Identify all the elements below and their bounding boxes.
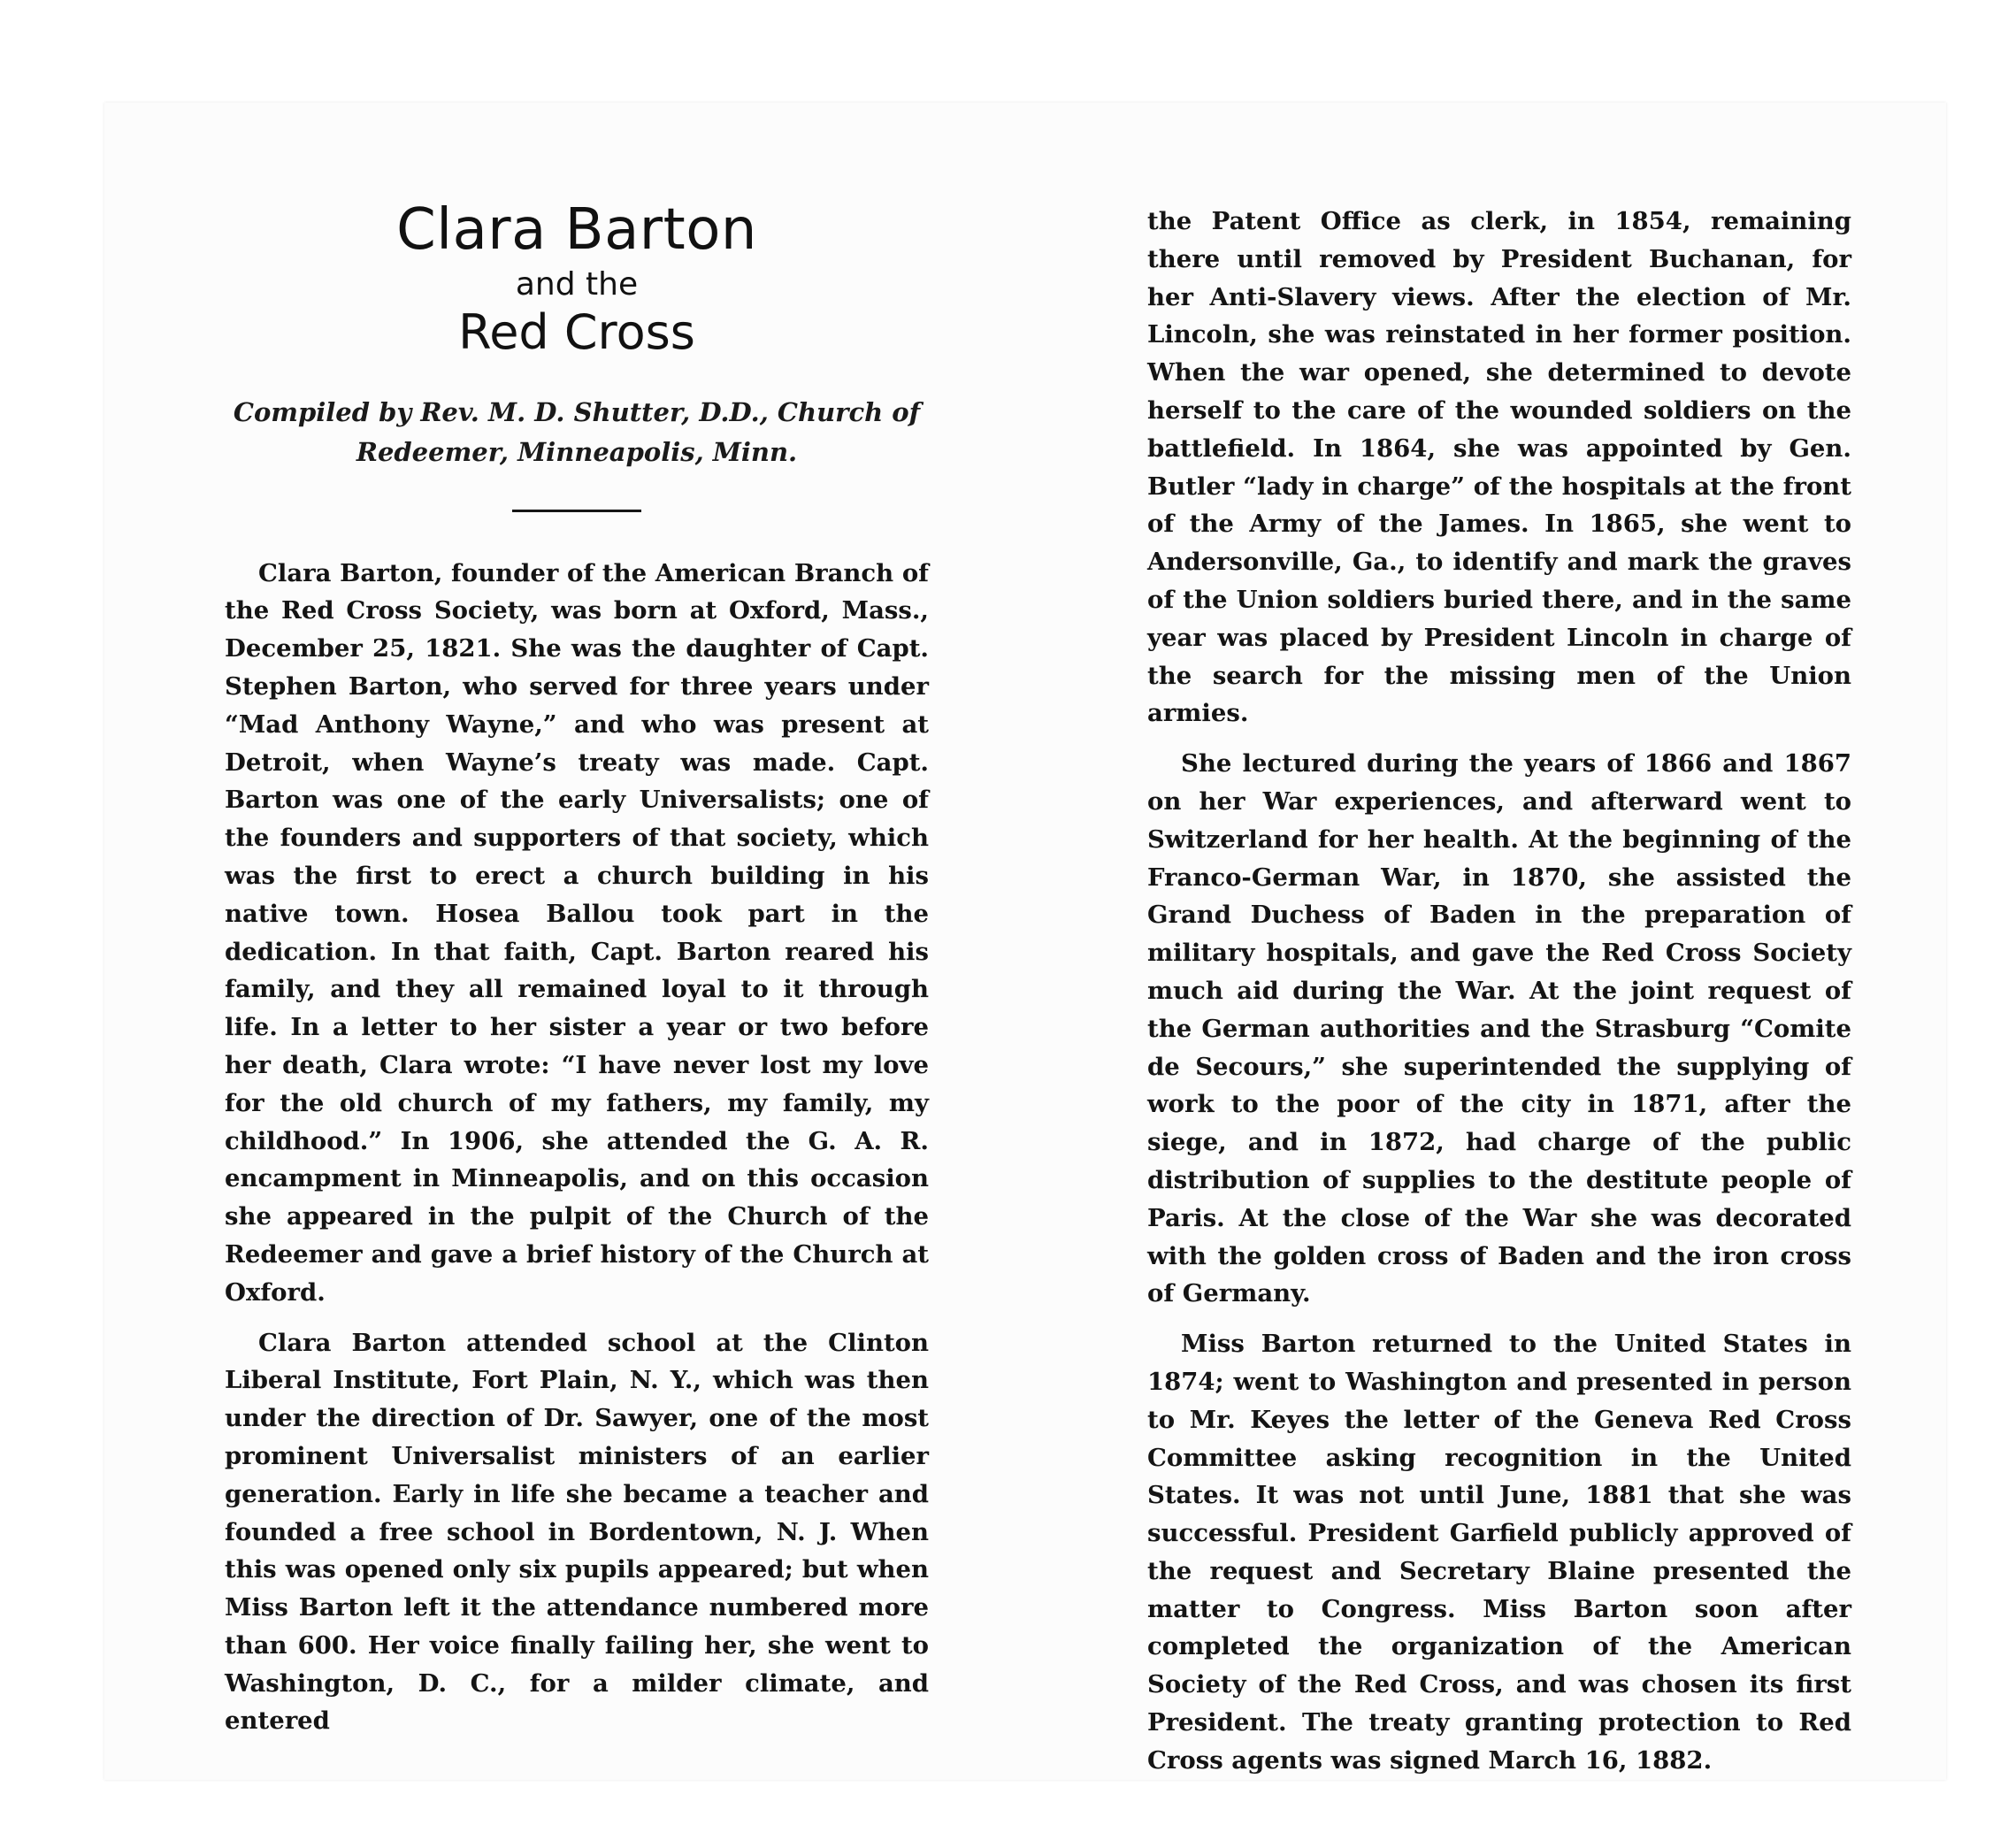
- right-column: [1147, 203, 1851, 1792]
- paragraph-american-red-cross: Miss Barton returned to the United States in 1874; went to Washington and presented in person to Mr. Keyes the letter of the Geneva Red Cross Committee asking recognition in the United States. It was not until June, 1881 that she was successful. President Garfield publicly approved of the request and Secretary Blaine presented the matter to Congress. Miss Barton soon after completed the organization of the American Society of the Red Cross, and was chosen its first President. The treaty granting protection to Red Cross agents was signed March 16, 1882.: [1147, 1330, 1851, 1775]
- page-title: Clara Barton: [396, 197, 757, 263]
- paragraph-civil-war: the Patent Office as clerk, in 1854, remaining there until removed by President Buchanan, for her Anti-Slavery views. After the election of Mr. Lincoln, she was reinstated in her former position. When the war opened, she determined to devote herself to the care of the wounded soldiers on the battlefield. In 1864, she was appointed by Gen. Butler “lady in charge” of the hospitals at the front of the Army of the James. In 1865, she went to Andersonville, Ga., to identify and mark the graves of the Union soldiers buried there, and in the same year was placed by President Lincoln in charge of the search for the missing men of the Union armies.: [1147, 207, 1851, 728]
- divider-rule: [512, 510, 641, 512]
- paragraph-early-life: Clara Barton, founder of the American Branch of the Red Cross Society, was born at Oxford, Mass., December 25, 1821. She was the daughter of Capt. Stephen Barton, who served for three years under “Mad Anthony Wayne,” and who was present at Detroit, when Wayne’s treaty was made. Capt. Barton was one of the early Universalists; one of the founders and supporters of that society, which was the first to erect a church building in his native town. Hosea Ballou took part in the dedication. In that faith, Capt. Barton reared his family, and they all remained loyal to it through life. In a letter to her sister a year or two before her death, Clara wrote: “I have never lost my love for the old church of my fathers, my family, my childhood.” In 1906, she attended the G. A. R. encampment in Minneapolis, and on this occasion she appeared in the pulpit of the Church of the Redeemer and gave a brief history of the Church at Oxford.: [225, 558, 929, 1307]
- page-subtitle: Red Cross: [458, 304, 695, 361]
- left-column: [225, 199, 929, 1752]
- paragraph-europe: She lectured during the years of 1866 and 1867 on her War experiences, and afterward went to Switzerland for her health. At the beginning of the Franco-German War, in 1870, she assisted the Grand Duchess of Baden in the preparation of military hospitals, and gave the Red Cross Society much aid during the War. At the joint request of the German authorities and the Strasburg “Comite de Secours,” she superintended the supplying of work to the poor of the city in 1871, after the siege, and in 1872, had charge of the public distribution of supplies to the destitute people of Paris. At the close of the War she was decorated with the golden cross of Baden and the iron cross of Germany.: [1147, 749, 1851, 1308]
- byline: [225, 393, 929, 472]
- title-conjunction: and the: [515, 266, 639, 303]
- title-block: [225, 199, 929, 359]
- paragraph-education: Clara Barton attended school at the Clinton Liberal Institute, Fort Plain, N. Y., which was then under the direction of Dr. Sawyer, one of the most prominent Universalist ministers of an earlier generation. Early in life she became a teacher and founded a free school in Bordentown, N. J. When this was opened only six pupils appeared; but when Miss Barton left it the attendance numbered more than 600. Her voice finally failing her, she went to Washington, D. C., for a milder climate, and entered: [225, 1328, 929, 1736]
- byline-line-2: Redeemer, Minneapolis, Minn.: [356, 436, 798, 467]
- byline-line-1: Compiled by Rev. M. D. Shutter, D.D., Church of: [233, 396, 921, 427]
